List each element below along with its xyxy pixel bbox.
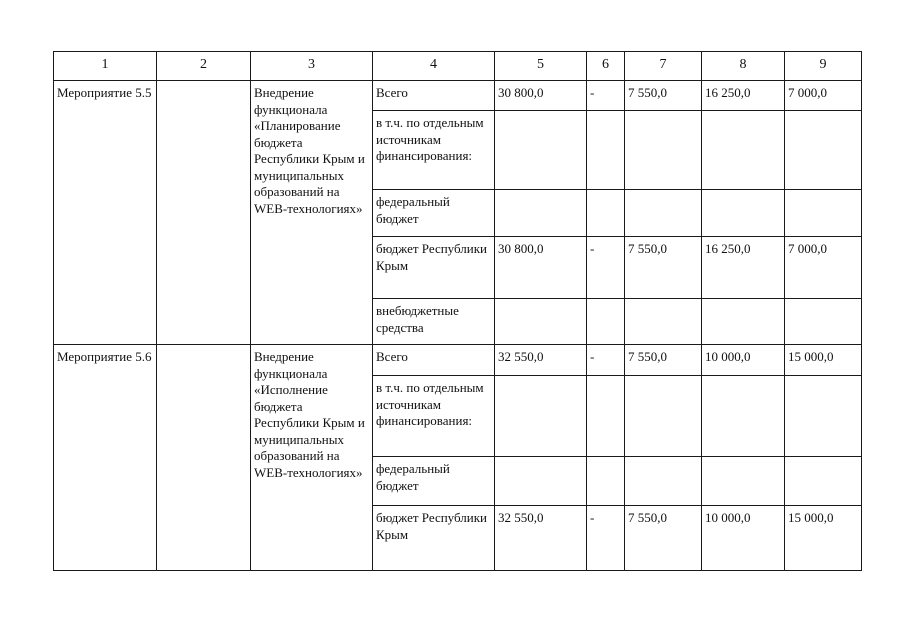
source-cell: бюджет Республики Крым	[372, 505, 495, 571]
value-cell	[494, 298, 587, 345]
header-cell: 1	[53, 51, 157, 81]
measure-col2-cell	[156, 344, 251, 571]
value-cell	[624, 189, 702, 237]
header-cell: 5	[494, 51, 587, 81]
source-cell: федеральный бюджет	[372, 189, 495, 237]
value-cell: -	[586, 80, 625, 111]
value-cell	[784, 375, 862, 457]
value-cell	[784, 298, 862, 345]
value-cell	[784, 456, 862, 506]
value-cell: -	[586, 344, 625, 376]
measure-col2-cell	[156, 80, 251, 345]
value-cell: 10 000,0	[701, 505, 785, 571]
value-cell: 7 550,0	[624, 80, 702, 111]
value-cell	[701, 456, 785, 506]
value-cell	[784, 189, 862, 237]
value-cell: 7 000,0	[784, 80, 862, 111]
value-cell: 30 800,0	[494, 236, 587, 299]
value-cell: -	[586, 505, 625, 571]
source-cell: федеральный бюджет	[372, 456, 495, 506]
header-cell: 7	[624, 51, 702, 81]
value-cell	[586, 456, 625, 506]
value-cell: 7 000,0	[784, 236, 862, 299]
value-cell	[701, 110, 785, 190]
value-cell: 30 800,0	[494, 80, 587, 111]
value-cell	[701, 189, 785, 237]
source-cell: в т.ч. по отдельным источникам финансирования:	[372, 110, 495, 190]
header-cell: 8	[701, 51, 785, 81]
header-cell: 3	[250, 51, 373, 81]
value-cell	[494, 110, 587, 190]
value-cell: 7 550,0	[624, 236, 702, 299]
value-cell	[586, 298, 625, 345]
measure-code-cell: Мероприятие 5.6	[53, 344, 157, 571]
header-cell: 4	[372, 51, 495, 81]
value-cell: 32 550,0	[494, 505, 587, 571]
measure-name-cell: Внедрение функционала «Планирование бюджета Республики Крым и муниципальных образований на WEB-технологиях»	[250, 80, 373, 345]
header-cell: 6	[586, 51, 625, 81]
value-cell: 16 250,0	[701, 80, 785, 111]
value-cell: 10 000,0	[701, 344, 785, 376]
value-cell	[784, 110, 862, 190]
value-cell	[494, 375, 587, 457]
value-cell	[494, 189, 587, 237]
value-cell	[494, 456, 587, 506]
value-cell	[701, 298, 785, 345]
value-cell	[624, 375, 702, 457]
header-cell: 9	[784, 51, 862, 81]
source-cell: Всего	[372, 344, 495, 376]
value-cell	[586, 189, 625, 237]
value-cell	[586, 375, 625, 457]
value-cell	[586, 110, 625, 190]
measure-name-cell: Внедрение функционала «Исполнение бюджета Республики Крым и муниципальных образований на WEB-технологиях»	[250, 344, 373, 571]
value-cell	[701, 375, 785, 457]
source-cell: внебюджетные средства	[372, 298, 495, 345]
source-cell: бюджет Республики Крым	[372, 236, 495, 299]
measure-code-cell: Мероприятие 5.5	[53, 80, 157, 345]
value-cell: 15 000,0	[784, 505, 862, 571]
value-cell: 7 550,0	[624, 505, 702, 571]
value-cell: 15 000,0	[784, 344, 862, 376]
value-cell	[624, 298, 702, 345]
value-cell: 16 250,0	[701, 236, 785, 299]
header-cell: 2	[156, 51, 251, 81]
value-cell: 7 550,0	[624, 344, 702, 376]
value-cell: 32 550,0	[494, 344, 587, 376]
value-cell: -	[586, 236, 625, 299]
value-cell	[624, 110, 702, 190]
source-cell: в т.ч. по отдельным источникам финансирования:	[372, 375, 495, 457]
value-cell	[624, 456, 702, 506]
source-cell: Всего	[372, 80, 495, 111]
